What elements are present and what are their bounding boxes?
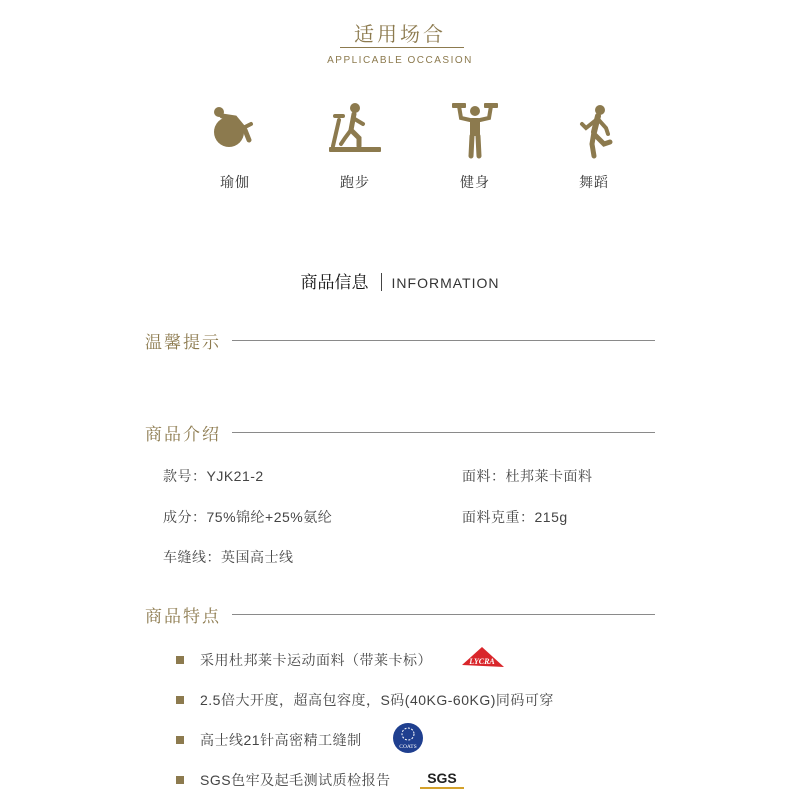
- feature-item: [176, 650, 432, 670]
- info-header: [0, 268, 800, 293]
- occasion-item-fitness: [430, 100, 520, 192]
- info-header-separator: [381, 273, 382, 291]
- occasion-label-yoga: 瑜伽: [220, 174, 250, 190]
- feature-text: 2.5倍大开度，超高包容度，S码(40KG-60KG)同码可穿: [200, 692, 554, 708]
- intro-divider: [232, 432, 655, 433]
- bullet-icon: [176, 776, 184, 784]
- coats-logo-icon: [392, 722, 424, 754]
- tips-divider: [232, 340, 655, 341]
- info-header-cn: 商品信息: [300, 273, 369, 292]
- occasion-item-running: [310, 100, 400, 192]
- feature-item: [176, 690, 554, 710]
- bullet-icon: [176, 696, 184, 704]
- occasion-label-fitness: 健身: [460, 174, 490, 190]
- occasion-title: 适用场合: [354, 24, 446, 46]
- occasion-subtitle: APPLICABLE OCCASION: [327, 55, 473, 66]
- svg-text:COATS: COATS: [399, 744, 417, 750]
- features-title: 商品特点: [145, 607, 221, 626]
- sgs-logo-icon: [418, 766, 466, 792]
- occasion-item-yoga: [190, 100, 280, 192]
- dance-icon: [564, 100, 624, 160]
- thread-info: 车缝线：英国高士线: [163, 549, 294, 565]
- fabric-info: 面料：杜邦莱卡面料: [462, 468, 593, 484]
- feature-text: 高士线21针高密精工缝制: [200, 732, 362, 748]
- svg-text:SGS: SGS: [427, 770, 457, 786]
- feature-item: [176, 770, 391, 790]
- occasion-label-dance: 舞蹈: [579, 174, 609, 190]
- bullet-icon: [176, 736, 184, 744]
- yoga-ball-icon: [205, 100, 265, 160]
- composition-info: 成分：75%锦纶+25%氨纶: [163, 509, 333, 525]
- dumbbell-fitness-icon: [445, 100, 505, 160]
- feature-item: [176, 730, 362, 750]
- lycra-logo-icon: [460, 645, 506, 671]
- style-number: 款号：YJK21-2: [163, 468, 264, 484]
- info-header-en: INFORMATION: [391, 275, 500, 291]
- bullet-icon: [176, 656, 184, 664]
- occasion-item-dance: [549, 100, 639, 192]
- features-divider: [232, 614, 655, 615]
- feature-text: SGS色牢及起毛测试质检报告: [200, 772, 391, 788]
- svg-text:LYCRA: LYCRA: [469, 657, 495, 666]
- treadmill-icon: [325, 100, 385, 160]
- feature-text: 采用杜邦莱卡运动面料（带莱卡标）: [200, 652, 432, 668]
- occasion-divider: [340, 47, 464, 48]
- tips-title: 温馨提示: [145, 333, 221, 352]
- intro-title: 商品介绍: [145, 425, 221, 444]
- fabric-weight: 面料克重：215g: [462, 509, 568, 525]
- occasion-label-running: 跑步: [340, 174, 370, 190]
